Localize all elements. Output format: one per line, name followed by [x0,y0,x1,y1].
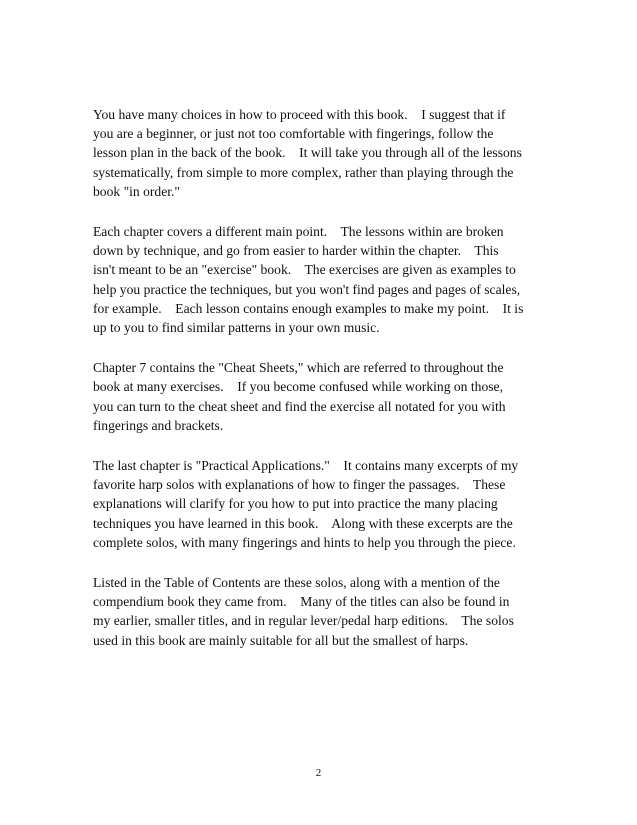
text-line: down by technique, and go from easier to harder within the chapter. This [93,243,499,259]
text-line: isn't meant to be an "exercise" book. The exercises are given as examples to [93,262,516,278]
paragraph-cheat-sheets [93,358,549,435]
text-line: book at many exercises. If you become confused while working on those, [93,379,503,395]
text-line: favorite harp solos with explanations of how to finger the passages. These [93,477,506,493]
paragraph-proceeding [93,105,549,201]
text-line: fingerings and brackets. [93,417,224,433]
text-line: You have many choices in how to proceed with this book. I suggest that if [93,107,506,122]
body-text [93,105,549,671]
text-line: help you practice the techniques, but you won't find pages and pages of scales, [93,281,521,297]
page-number: 2 [315,767,322,779]
text-line: you can turn to the cheat sheet and find the exercise all notated for you with [93,398,506,414]
text-line: book "in order." [93,183,180,199]
text-line: Listed in the Table of Contents are these solos, along with a mention of the [93,575,500,591]
text-line: systematically, from simple to more complex, rather than playing through the [93,164,514,180]
text-line: techniques you have learned in this book. Along with these excerpts are the [93,515,513,531]
text-line: Each chapter covers a different main point. The lessons within are broken [93,224,504,240]
paragraph-practical-applications [93,456,549,552]
text-line: used in this book are mainly suitable for all but the smallest of harps. [93,632,469,648]
text-line: my earlier, smaller titles, and in regular lever/pedal harp editions. The solos [93,613,514,629]
text-line: compendium book they came from. Many of the titles can also be found in [93,594,510,610]
paragraph-table-of-contents [93,573,549,650]
text-line: Chapter 7 contains the "Cheat Sheets," which are referred to throughout the [93,360,504,376]
text-line: The last chapter is "Practical Applications." It contains many excerpts of my [93,458,519,474]
text-line: lesson plan in the back of the book. It will take you through all of the lessons [93,145,522,161]
text-line: up to you to find similar patterns in your own music. [93,320,380,336]
text-line: for example. Each lesson contains enough examples to make my point. It is [93,300,524,316]
paragraph-chapters [93,222,549,337]
text-line: you are a beginner, or just not too comfortable with fingerings, follow the [93,126,494,142]
text-line: explanations will clarify for you how to put into practice the many placing [93,496,498,512]
text-line: complete solos, with many fingerings and hints to help you through the piece. [93,534,516,550]
